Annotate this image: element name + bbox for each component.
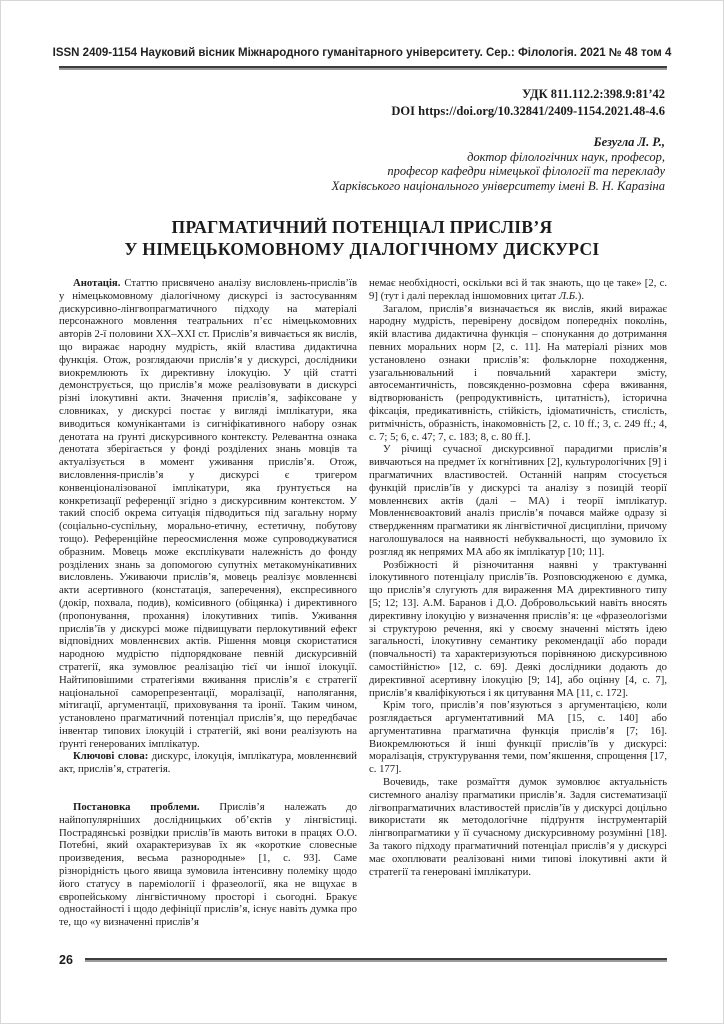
author-university: Харківського національного університету імені В. Н. Каразіна <box>331 178 665 193</box>
body-columns <box>59 277 667 985</box>
left-column <box>59 277 357 985</box>
author-position: професор кафедри німецької філології та перекладу <box>387 164 665 178</box>
author-degree: доктор філологічних наук, професор, <box>467 149 665 164</box>
body-paragraph <box>369 699 667 776</box>
footer-rule <box>85 958 667 962</box>
udc-line: УДК 811.112.2:398.9:81’42 <box>522 87 665 101</box>
body-paragraph <box>369 559 667 700</box>
body-paragraph-tail: ). <box>577 289 585 302</box>
abstract-label: Анотація. <box>73 277 121 289</box>
article-title-line1: ПРАГМАТИЧНИЙ ПОТЕНЦІАЛ ПРИСЛІВ’Я <box>171 217 553 237</box>
right-column <box>369 277 667 985</box>
page-number: 26 <box>59 953 73 967</box>
problem-statement-text: Прислів’я належать до найпопулярніших дослідницьких об’єктів у лінгвістиці. Пострадянські розвідки прислів’їв мають витоки в працях О.О. Потебні, який охарактеризував їх як «короткие словесные произведения, весьма разнородные» [1, с. 93]. Саме різнорідність цього явища зумовила інтенсивну полеміку щодо його статусу в пареміології і фразеології, яка не вщухає в європейському лінгвістичному просторі і сьогодні. Бракує одностайності і щодо дефініції прислів’я, існує навіть думка про те, що «у визначенні прислів’я <box>59 801 357 929</box>
author-block <box>1 135 665 193</box>
problem-statement-paragraph <box>59 801 357 929</box>
author-name: Безугла Л. Р., <box>593 135 665 149</box>
body-paragraph <box>369 277 667 303</box>
body-paragraph-text: Загалом, прислів’я визначається як вислів, який виражає народну мудрість, перевірену досвідом попередніх поколінь, якій властива дидактична функція – спонукання до дотримання певних моральних норм [2, с. 11]. На матеріалі різних мов установлено ознаки прислів’я: фольклорне походження, узагальнювальний і повчальний характери змісту, автосемантичність, повсякденно-розмовна сфера вживання, відтворюваність (репродуктивність, цитатність), історична фіксація, предикативність, стійкість, ідіоматичність, стислість, ритмічність, образність, інакомовність [2, с. 10 ff.; 3, с. 249 ff.; 4, с. 7; 5; 6, с. 47; 7, с. 183; 8, с. 80 ff.]. <box>369 302 667 443</box>
body-paragraph-text: Крім того, прислів’я пов’язуються з аргументацією, коли розглядається аргументативний МА [15, с. 140] або аргументативна прагматична функція прислів’я [7; 16]. Виокремлюються й інші функції прислів’їв у дискурсі: моралізація, структурування теми, пом’якшення, спрощення [17, с. 177]. <box>369 699 667 776</box>
body-paragraph <box>369 776 667 878</box>
body-paragraph-text: Вочевидь, таке розмаїття думок зумовлює актуальність системного аналізу прагматики прислів’я. Задля систематизації лігвопрагматичних властивостей прислів’їв у дискурсі доцільно використати як методологічне підґрунтя інструментарій лінгвопрагматики у її сучасному дискурсивному розумінні [18]. За такого підходу прагматичний потенціал прислів’я у дискурсі має охоплювати реалізовані ними типові ілокутивні акти й стратегії та генеровані імплікатури. <box>369 776 667 878</box>
body-paragraph <box>369 443 667 558</box>
body-paragraph-text: У річищі сучасної дискурсивної парадигми прислів’я вивчаються на предмет їх когнітивних [2], культурологічних [9] і прагматичних властивостей. Останній напрям стосується функцій прислів’їв у дискурсі та аналізу з позицій теорії мовленнєвих актів (далі – МА) і теорії імплікатур. Мовленнєвоактовий аналіз прислів’я почався майже одразу зі ствердженням прагматики як лінгвістичної дисципліни, причому наголошувалося на наявності небуквальності, що зумовило їх розгляд як непрямих МА або як імплікатур [10; 11]. <box>369 443 667 558</box>
article-title-line2: У НІМЕЦЬКОМОВНОМУ ДІАЛОГІЧНОМУ ДИСКУРСІ <box>124 238 600 259</box>
problem-statement-label: Постановка проблеми. <box>73 801 200 814</box>
meta-block <box>1 86 665 120</box>
page-footer <box>59 953 667 967</box>
abstract-paragraph <box>59 277 357 750</box>
translator-initials: Л.Б. <box>558 289 578 302</box>
abstract-text: Статтю присвячено аналізу висловлень-прислів’їв у німецькомовному діалогічному дискурсі із застосуванням дискурсивно-лінгвопрагматичного підходу на матеріалі персонажного мовлення театральних п’єс німецькомовних авторів 2-ї половини XX–XXI ст. Прислів’я вивчається як вислів, що виражає народну мудрість, якій властива дидактична функція. Отож, розглядаючи прислів’я у дискурсі, дослідники виокремлюють їх директивну ілокуцію. У цій статті демонструється, що прислів’я може реалізовувати в дискурсі різні ілокутивні акти. Значення прислів’я, зафіксоване у словниках, у дискурсі постає у вигляді імплікатури, яка виводиться комунікантами із сигніфікативного набору ознак денотата на ґрунті дискурсивного контексту. Релевантна ознака денотата зберігається у фонді розділених знань мовців та актуалізується в момент уживання прислів’я. Отож, висловлення-прислів’я у дискурсі є тригером конвенціоналізованої імплікатури, яка ґрунтується на конкретизації референції згідно з дискурсивним контекстом. У такий спосіб окрема ситуація підводиться під загальну норму (соціально-суспільну, морально-етичну, естетичну, побутову тощо). Референційне переосмислення може супроводжуватися образним. Мовець може експлікувати належність до фонду розділених знань за допомогою супутніх метакомунікативних висловлень. Уживаючи прислів’я, мовець реалізує мовленнєві акти асертивного (констатація, заперечення), експресивного (докір, похвала, подив), комісивного (обіцянка) і директивного (пропонування, прохання) ілокутивних типів. Уживання прислів’їв у дискурсі може підвищувати перлокутивний ефект відповідних мовленнєвих актів. Рішення мовця скористатися народною мудрістю підпорядковане певній дискурсивній стратегії, яка зумовлює реалізацію тієї чи іншої ілокуції. Найтиповішими стратегіями вживання прислів’я є стратегії національної саморепрезентації, моралізації, наполягання, мітигації, аргументації, приховування та іронії. Таким чином, установлено прагматичний потенціал прислів’я, що передбачає інвентар типових ілокуцій і стратегій, які вони реалізують на ґрунті генерованих імплікатур. <box>59 277 357 750</box>
body-paragraph-text: немає необхідності, оскільки всі й так знають, що це таке» [2, с. 9] (тут і далі переклад іншомовних цитат <box>369 277 667 302</box>
keywords-paragraph <box>59 750 357 776</box>
body-paragraph-text: Розбіжності й різночитання наявні у трактуванні ілокутивного потенціалу прислів’їв. Розповсюдженою є думка, що прислів’я слугують для вираження МА директивного типу [5; 12; 13]. А.М. Баранов і Д.О. Добровольський навіть вносять директивну ілокуцію у визначення прислів’я: це «фразеологізми зі структурою речення, які у своєму значенні містять ідею загальності, ілокутивну семантику рекомендації або поради (повчальності) та характеризуються порівняною дискурсивною самостійністю» [12, с. 69]. Деякі дослідники додають до директивної асертивну ілокуцію [9; 14], або оцінну [4, с. 7], прислів’я кваліфікуються і як цитування МА [11, с. 172]. <box>369 558 667 699</box>
keywords-label: Ключові слова: <box>73 750 149 763</box>
body-paragraph <box>369 303 667 444</box>
article-title <box>41 217 683 260</box>
journal-header: ISSN 2409-1154 Науковий вісник Міжнародного гуманітарного університету. Сер.: Філологія. 2021 № 48 том 4 <box>52 47 672 59</box>
keywords-text: дискурс, ілокуція, імплікатура, мовленнєвий акт, прислів’я, стратегія. <box>59 750 357 776</box>
header-rule <box>59 66 667 70</box>
doi-line: DOI https://doi.org/10.32841/2409-1154.2021.48-4.6 <box>391 104 665 118</box>
